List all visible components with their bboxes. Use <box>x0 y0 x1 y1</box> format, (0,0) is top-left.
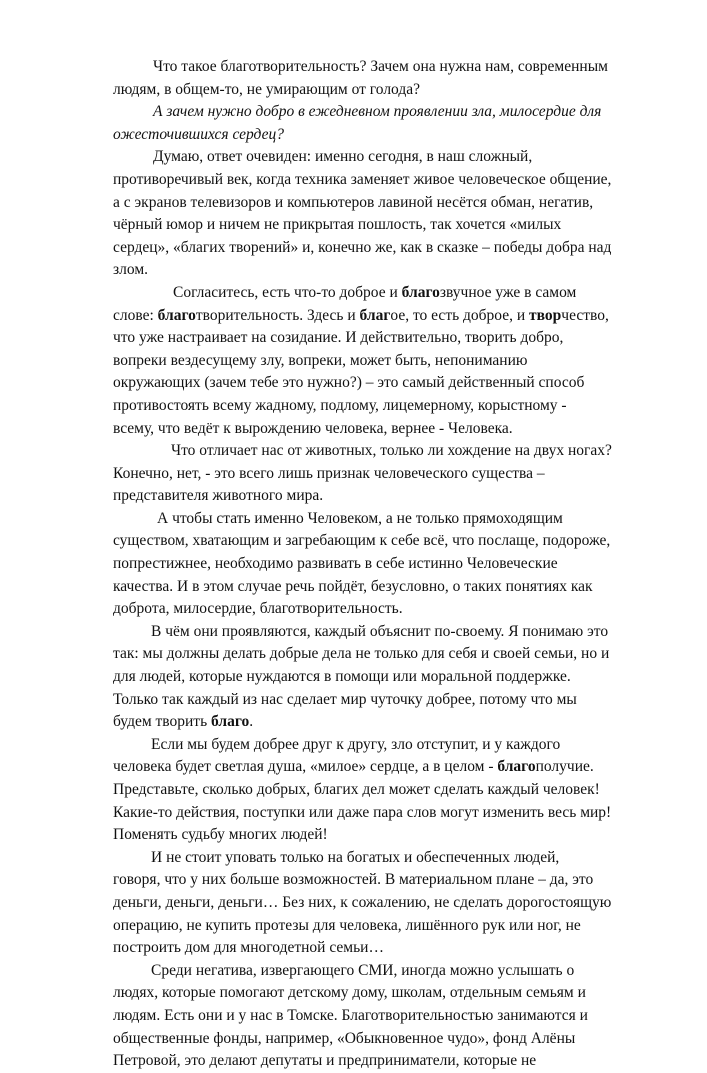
text-line: Петровой, это делают депутаты и предприниматели, которые не <box>113 1052 537 1070</box>
text-line: а с экранов телевизоров и компьютеров лавиной несётся обман, негатив, <box>113 193 594 211</box>
text-line: Что такое благотворительность? Зачем она нужна нам, современным <box>153 58 608 75</box>
text-line: Представьте, сколько добрых, благих дел может сделать каждый человек! <box>113 781 600 798</box>
paragraph-8 <box>113 734 653 847</box>
text-line: так: мы должны делать добрые дела не только для себя и своей семьи, но и <box>113 645 610 663</box>
paragraph-2 <box>113 101 653 146</box>
text-line: вопреки вездесущему злу, вопреки, может быть, непониманию <box>113 351 528 369</box>
text-line: Только так каждый из нас сделает мир чуточку добрее, потому что мы <box>113 690 577 708</box>
paragraph-3 <box>113 146 653 282</box>
text-line: будем творить благо. <box>113 713 254 731</box>
text-line: противоречивый век, когда техника заменяет живое человеческое общение, <box>113 170 612 188</box>
text-line: представителя животного мира. <box>113 487 324 505</box>
paragraph-1 <box>113 56 653 101</box>
text-line: сердец», «благих творений» и, конечно же, как в сказке – победы добра над <box>113 238 612 256</box>
text-line: злом. <box>113 261 148 279</box>
paragraph-9 <box>113 847 653 960</box>
text-line: ожесточившихся сердец? <box>113 125 284 143</box>
text-line: существом, хватающим и загребающим к себе всё, что послаще, подороже, <box>113 532 611 550</box>
text-line: Думаю, ответ очевиден: именно сегодня, в наш сложный, <box>153 148 533 166</box>
text-line: окружающих (зачем тебе это нужно?) – это самый действенный способ <box>113 374 585 392</box>
text-line: всему, что ведёт к вырождению человека, вернее - Человека. <box>113 419 513 437</box>
text-line: попрестижнее, необходимо развивать в себе истинно Человеческие <box>113 555 558 573</box>
text-line: общественные фонды, например, «Обыкновенное чудо», фонд Алёны <box>113 1029 576 1047</box>
paragraph-7 <box>113 621 653 734</box>
text-line: операцию, не купить протезы для человека, лишённого рук или ног, не <box>113 916 581 934</box>
text-line: чёрный юмор и ничем не прикрытая пошлость, так хочется «милых <box>113 216 562 234</box>
text-line: Согласитесь, есть что-то доброе и благозвучное уже в самом <box>173 283 577 301</box>
paragraph-4 <box>113 282 653 440</box>
paragraph-10 <box>113 960 653 1073</box>
text-line: А чтобы стать именно Человеком, а не только прямоходящим <box>157 509 563 527</box>
text-line: построить дом для многодетной семьи… <box>113 939 384 957</box>
text-line: человека будет светлая душа, «милое» сердце, а в целом - благополучие. <box>113 758 594 776</box>
text-line: говоря, что у них больше возможностей. В материальном плане – да, это <box>113 871 594 889</box>
text-line: качества. И в этом случае речь пойдёт, безусловно, о таких понятиях как <box>113 577 593 595</box>
text-line: И не стоит уповать только на богатых и обеспеченных людей, <box>151 848 560 866</box>
paragraph-6 <box>113 508 653 621</box>
text-line: Поменять судьбу многих людей! <box>113 826 328 844</box>
text-line: противостоять всему жадному, подлому, лицемерному, корыстному - <box>113 396 567 414</box>
essay-text <box>113 56 653 1073</box>
text-line: людям. Есть они и у нас в Томске. Благотворительностью занимаются и <box>113 1006 588 1024</box>
text-line: слове: благотворительность. Здесь и благое, то есть доброе, и творчество, <box>113 306 609 324</box>
paragraph-5 <box>113 440 653 508</box>
text-line: В чём они проявляются, каждый объяснит по-своему. Я понимаю это <box>151 622 609 640</box>
text-line: деньги, деньги, деньги… Без них, к сожалению, не сделать дорогостоящую <box>113 893 612 911</box>
text-line: что уже настраивает на созидание. И действительно, творить добро, <box>113 329 564 347</box>
text-line: Какие-то действия, поступки или даже пара слов могут изменить весь мир! <box>113 803 612 821</box>
text-line: Если мы будем добрее друг к другу, зло отступит, и у каждого <box>151 735 561 753</box>
text-line: людям, в общем-то, не умирающим от голода? <box>113 80 421 98</box>
text-line: Конечно, нет, - это всего лишь признак человеческого существа – <box>113 464 545 482</box>
text-line: доброта, милосердие, благотворительность. <box>113 600 403 618</box>
text-line: А зачем нужно добро в ежедневном проявлении зла, милосердие для <box>153 103 602 121</box>
text-line: Среди негатива, извергающего СМИ, иногда можно услышать о <box>151 961 575 979</box>
text-line: Что отличает нас от животных, только ли хождение на двух ногах? <box>171 442 612 460</box>
text-line: людях, которые помогают детскому дому, школам, отдельным семьям и <box>113 984 586 1002</box>
text-line: для людей, которые нуждаются в помощи или моральной поддержке. <box>113 668 571 686</box>
